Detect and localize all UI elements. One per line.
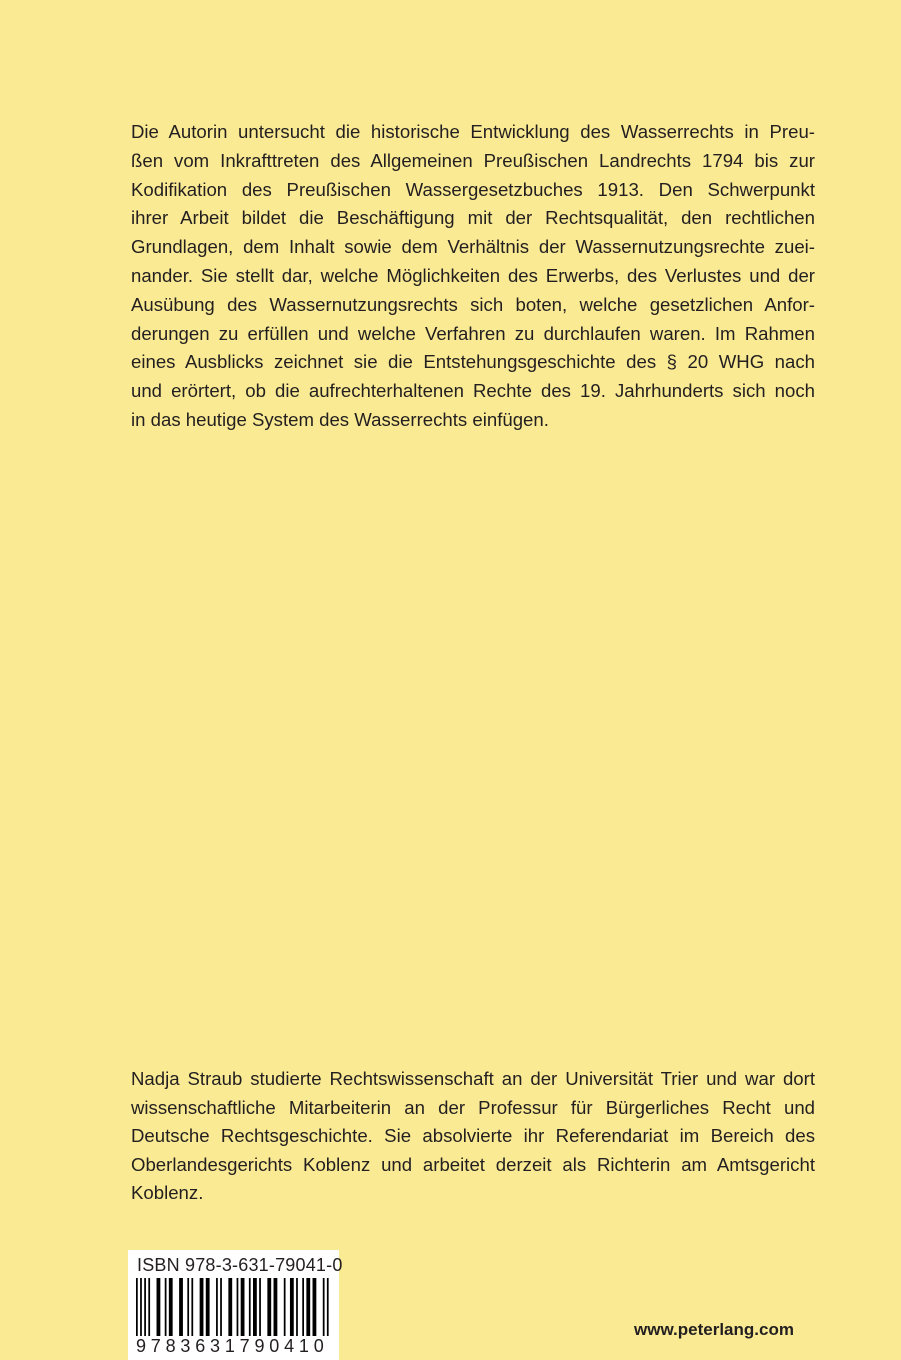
- bio-line: wissenschaftliche Mitarbeiterin an der Professur für Bürgerliches Recht und: [131, 1096, 815, 1118]
- bio-line: Deutsche Rechtsgeschichte. Sie absolvierte ihr Referendariat im Bereich des: [131, 1125, 815, 1146]
- description-line: ihrer Arbeit bildet die Beschäftigung mit der Rechtsqualität, den rechtlichen: [131, 207, 815, 229]
- barcode-bar: [148, 1278, 150, 1336]
- barcode-bar: [259, 1278, 261, 1336]
- barcode-bar: [313, 1278, 317, 1336]
- description-line: eines Ausblicks zeichnet sie die Entstehungsgeschichte des § 20 WHG nach: [131, 351, 815, 373]
- barcode-bar: [136, 1278, 138, 1336]
- barcode-bar: [302, 1278, 304, 1336]
- barcode-bar: [216, 1278, 218, 1336]
- barcode-icon: [136, 1278, 331, 1336]
- publisher-url[interactable]: www.peterlang.com: [634, 1320, 794, 1339]
- description-line: nander. Sie stellt dar, welche Möglichkeiten des Erwerbs, des Verlustes und der: [131, 264, 815, 286]
- description-line: Kodifikation des Preußischen Wassergesetzbuches 1913. Den Schwerpunkt: [131, 178, 815, 200]
- book-description: [131, 118, 815, 435]
- barcode-bar: [191, 1278, 193, 1336]
- barcode-bar: [241, 1278, 245, 1336]
- barcode-bar: [206, 1278, 210, 1336]
- barcode-bar: [169, 1278, 173, 1336]
- barcode-bar: [274, 1278, 278, 1336]
- barcode-bar: [140, 1278, 142, 1336]
- barcode-digits: 9783631790410: [136, 1336, 329, 1356]
- bio-line: Koblenz.: [131, 1182, 204, 1203]
- author-bio: [131, 1065, 815, 1208]
- isbn-barcode-box: [128, 1250, 343, 1360]
- bio-line: Nadja Straub studierte Rechtswissenschaft an der Universität Trier und war dort: [131, 1068, 815, 1089]
- bio-line: Oberlandesgerichts Koblenz und arbeitet derzeit als Richterin am Amtsgericht: [131, 1153, 815, 1175]
- barcode-bar: [327, 1278, 329, 1336]
- barcode-bar: [249, 1278, 251, 1336]
- barcode-bar: [323, 1278, 325, 1336]
- isbn-label: ISBN 978-3-631-79041-0: [137, 1255, 343, 1275]
- barcode-bar: [237, 1278, 239, 1336]
- description-line: in das heutige System des Wasserrechts einfügen.: [131, 408, 549, 430]
- barcode-bar: [267, 1278, 271, 1336]
- barcode-bar: [200, 1278, 204, 1336]
- description-line: derungen zu erfüllen und welche Verfahren zu durchlaufen waren. Im Rahmen: [131, 322, 815, 344]
- barcode-bar: [165, 1278, 167, 1336]
- description-line: Die Autorin untersucht die historische Entwicklung des Wasserrechts in Preu-: [131, 121, 815, 142]
- barcode-bar: [144, 1278, 146, 1336]
- barcode-bar: [157, 1278, 161, 1336]
- description-line: Grundlagen, dem Inhalt sowie dem Verhältnis der Wassernutzungsrechte zuei-: [131, 236, 815, 258]
- barcode-bar: [228, 1278, 232, 1336]
- description-line: und erörtert, ob die aufrechterhaltenen Rechte des 19. Jahrhunderts sich noch: [131, 380, 815, 402]
- barcode-bar: [187, 1278, 189, 1336]
- description-line: Ausübung des Wassernutzungsrechts sich boten, welche gesetzlichen Anfor-: [131, 293, 815, 315]
- barcode-bar: [306, 1278, 310, 1336]
- barcode-bar: [290, 1278, 294, 1336]
- description-line: ßen vom Inkrafttreten des Allgemeinen Preußischen Landrechts 1794 bis zur: [131, 149, 815, 171]
- barcode-bar: [220, 1278, 222, 1336]
- barcode-bar: [253, 1278, 257, 1336]
- barcode-bar: [179, 1278, 183, 1336]
- barcode-bar: [284, 1278, 286, 1336]
- barcode-bar: [296, 1278, 298, 1336]
